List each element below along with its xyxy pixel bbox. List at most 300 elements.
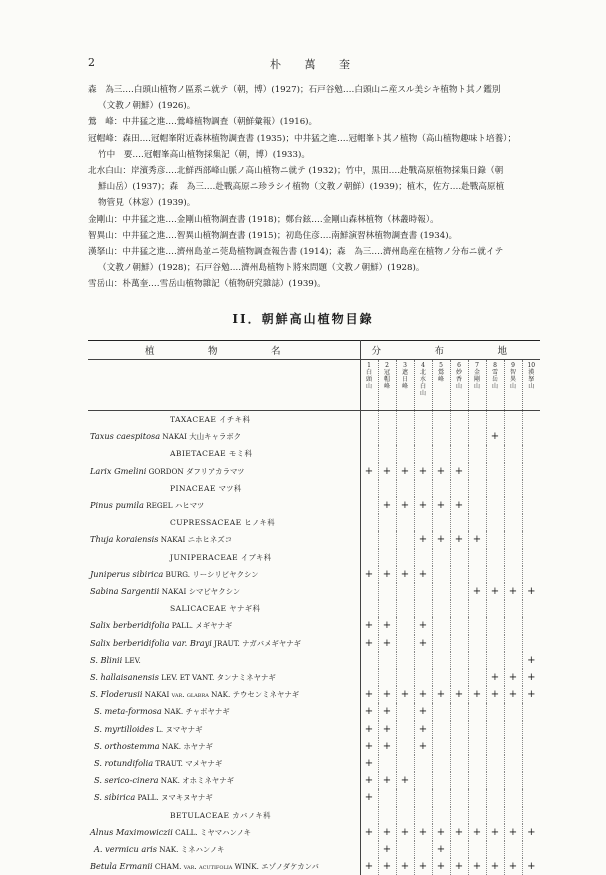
distribution-cell: + [396, 463, 414, 480]
distribution-cell [522, 445, 540, 462]
distribution-cell [432, 514, 450, 531]
distribution-cell: + [360, 463, 378, 480]
distribution-cell [450, 635, 468, 652]
distribution-cell: + [414, 635, 432, 652]
distribution-cell [450, 480, 468, 497]
distribution-cell [450, 549, 468, 566]
distribution-cell [414, 841, 432, 858]
distribution-cell: + [486, 583, 504, 600]
distribution-cell [522, 428, 540, 445]
distribution-cell [504, 566, 522, 583]
distribution-cell [396, 480, 414, 497]
distribution-cell: + [468, 583, 486, 600]
species-row [88, 824, 540, 841]
distribution-cell [486, 635, 504, 652]
distribution-cell [522, 411, 540, 429]
distribution-cell [396, 583, 414, 600]
distribution-cell [432, 721, 450, 738]
location-header: 10漢拏山 [522, 360, 540, 411]
flora-table [88, 340, 540, 875]
distribution-cell [522, 566, 540, 583]
distribution-cell [486, 789, 504, 806]
distribution-cell: + [522, 858, 540, 875]
location-header: 5鶯峰 [432, 360, 450, 411]
species-name: Sabina Sargentii NAKAI シマビヤクシン [88, 583, 360, 600]
distribution-cell: + [468, 858, 486, 875]
distribution-cell [522, 755, 540, 772]
species-row [88, 566, 540, 583]
distribution-cell [396, 445, 414, 462]
distribution-cell [504, 841, 522, 858]
species-name: Larix Gmelini GORDON ダフリアカラマツ [88, 463, 360, 480]
distribution-cell: + [396, 858, 414, 875]
distribution-cell [396, 669, 414, 686]
species-name: A. vermicu aris NAK. ミネハンノキ [88, 841, 360, 858]
distribution-cell [486, 772, 504, 789]
header-spacer [88, 360, 360, 411]
distribution-cell [504, 807, 522, 824]
distribution-cell: + [360, 858, 378, 875]
distribution-cell: + [378, 463, 396, 480]
family-row [88, 600, 540, 617]
distribution-cell [378, 531, 396, 548]
family-name: PINACEAE マツ科 [88, 480, 360, 497]
distribution-cell [486, 841, 504, 858]
distribution-cell: + [360, 824, 378, 841]
distribution-cell: + [360, 772, 378, 789]
distribution-cell [504, 531, 522, 548]
distribution-cell [450, 789, 468, 806]
distribution-cell [468, 445, 486, 462]
distribution-cell [378, 789, 396, 806]
distribution-cell [378, 445, 396, 462]
species-row [88, 703, 540, 720]
distribution-cell [450, 755, 468, 772]
species-row [88, 858, 540, 875]
distribution-cell [468, 789, 486, 806]
distribution-cell: + [432, 686, 450, 703]
distribution-cell: + [396, 686, 414, 703]
distribution-cell [522, 789, 540, 806]
plant-name-header: 植 物 名 [88, 341, 360, 360]
distribution-cell: + [378, 772, 396, 789]
distribution-cell [486, 807, 504, 824]
distribution-cell [432, 428, 450, 445]
family-row [88, 807, 540, 824]
distribution-cell [378, 428, 396, 445]
distribution-cell: + [486, 669, 504, 686]
running-title: 朴 萬 奎 [270, 58, 360, 71]
distribution-cell [450, 428, 468, 445]
distribution-cell [432, 566, 450, 583]
distribution-cell [468, 721, 486, 738]
species-row [88, 635, 540, 652]
distribution-cell: + [486, 824, 504, 841]
distribution-cell [450, 600, 468, 617]
distribution-cell: + [450, 686, 468, 703]
location-header: 6妙香山 [450, 360, 468, 411]
distribution-cell: + [414, 703, 432, 720]
distribution-cell [522, 721, 540, 738]
species-name: Alnus Maximowiczii CALL. ミヤマハンノキ [88, 824, 360, 841]
distribution-cell [522, 617, 540, 634]
distribution-cell [468, 772, 486, 789]
distribution-cell [414, 428, 432, 445]
distribution-cell [468, 480, 486, 497]
distribution-cell: + [486, 686, 504, 703]
distribution-cell [468, 549, 486, 566]
distribution-cell [414, 549, 432, 566]
distribution-cell [504, 738, 522, 755]
species-name: S. sibirica PALL. ヌマキヌヤナギ [88, 789, 360, 806]
distribution-cell: + [396, 824, 414, 841]
distribution-cell [414, 669, 432, 686]
distribution-cell [450, 566, 468, 583]
location-header: 3遮日峰 [396, 360, 414, 411]
species-row [88, 738, 540, 755]
distribution-cell [396, 721, 414, 738]
location-header: 7金剛山 [468, 360, 486, 411]
distribution-cell [414, 755, 432, 772]
distribution-cell [504, 463, 522, 480]
distribution-cell: + [414, 721, 432, 738]
species-name: S. rotundifolia TRAUT. マメヤナギ [88, 755, 360, 772]
distribution-cell [450, 514, 468, 531]
distribution-cell: + [522, 686, 540, 703]
distribution-cell: + [378, 858, 396, 875]
distribution-cell: + [432, 858, 450, 875]
distribution-cell [522, 549, 540, 566]
distribution-cell [396, 428, 414, 445]
distribution-cell [396, 755, 414, 772]
distribution-cell [450, 721, 468, 738]
distribution-cell: + [396, 772, 414, 789]
distribution-cell [522, 497, 540, 514]
distribution-cell [504, 549, 522, 566]
distribution-cell [378, 807, 396, 824]
distribution-cell [378, 755, 396, 772]
distribution-cell [360, 445, 378, 462]
page-number: 2 [88, 56, 95, 69]
distribution-cell [468, 463, 486, 480]
distribution-cell [360, 480, 378, 497]
location-header: 2冠帽峰 [378, 360, 396, 411]
species-row [88, 583, 540, 600]
distribution-cell [468, 600, 486, 617]
species-name: S. Floderusii NAKAI var. glabra NAK. テウセンミネヤナギ [88, 686, 360, 703]
distribution-cell [522, 531, 540, 548]
distribution-cell: + [360, 738, 378, 755]
distribution-cell: + [468, 824, 486, 841]
distribution-cell [360, 497, 378, 514]
distribution-cell: + [378, 617, 396, 634]
reference-line: 森 為三‥‥白頭山植物ノ區系ニ就テ（朝，博）(1927)；石戸谷勉‥‥白頭山ニ産スル美シキ植物ト其ノ鑑別 [88, 85, 501, 95]
distribution-cell: + [504, 686, 522, 703]
distribution-cell: + [360, 703, 378, 720]
distribution-cell: + [432, 497, 450, 514]
species-name: Betula Ermanii CHAM. var. acutifolia WINK. エゾノダケカンバ [88, 858, 360, 875]
page-header [0, 56, 606, 72]
distribution-cell: + [432, 531, 450, 548]
distribution-cell [360, 411, 378, 429]
distribution-cell [432, 411, 450, 429]
distribution-cell [360, 841, 378, 858]
distribution-cell [432, 480, 450, 497]
distribution-cell [414, 789, 432, 806]
distribution-cell [396, 531, 414, 548]
distribution-cell [396, 600, 414, 617]
distribution-cell [396, 841, 414, 858]
species-name: Salix berberidifolia var. Brayi JRAUT. ナガバメギヤナギ [88, 635, 360, 652]
distribution-cell [414, 514, 432, 531]
family-row [88, 480, 540, 497]
distribution-cell [504, 497, 522, 514]
distribution-cell: + [432, 841, 450, 858]
distribution-cell [396, 635, 414, 652]
distribution-cell [468, 755, 486, 772]
family-row [88, 514, 540, 531]
distribution-cell [414, 807, 432, 824]
distribution-cell [504, 772, 522, 789]
distribution-cell [432, 703, 450, 720]
family-name: BETULACEAE カバノキ科 [88, 807, 360, 824]
distribution-cell: + [504, 824, 522, 841]
distribution-cell [468, 738, 486, 755]
distribution-cell [504, 617, 522, 634]
species-name: Salix berberidifolia PALL. メギヤナギ [88, 617, 360, 634]
distribution-cell [522, 738, 540, 755]
distribution-header: 分 布 地 [360, 341, 540, 360]
species-row [88, 531, 540, 548]
distribution-cell: + [522, 652, 540, 669]
distribution-cell: + [414, 858, 432, 875]
distribution-cell [378, 411, 396, 429]
distribution-cell: + [360, 566, 378, 583]
distribution-cell [396, 789, 414, 806]
distribution-cell [414, 600, 432, 617]
location-header: 9智異山 [504, 360, 522, 411]
distribution-cell [450, 738, 468, 755]
distribution-cell [504, 721, 522, 738]
distribution-cell [360, 531, 378, 548]
distribution-cell: + [468, 686, 486, 703]
distribution-cell [432, 807, 450, 824]
distribution-cell [360, 583, 378, 600]
distribution-cell [432, 600, 450, 617]
species-row [88, 772, 540, 789]
distribution-cell [360, 549, 378, 566]
species-row [88, 755, 540, 772]
distribution-cell: + [360, 617, 378, 634]
distribution-cell: + [378, 738, 396, 755]
family-name: CUPRESSACEAE ヒノキ科 [88, 514, 360, 531]
reference-line: 漢拏山：中井猛之進‥‥濟州島並ニ莞島植物調查報告書 (1914)；森 為三‥‥濟州島産在植物ノ分布ニ就イテ [88, 247, 504, 258]
distribution-cell [378, 549, 396, 566]
distribution-cell [486, 566, 504, 583]
distribution-cell [450, 445, 468, 462]
reference-line: 北水白山：岸濱秀彦‥‥北鮮西部峰山脈ノ高山植物ニ就テ (1932)；竹中，黒田‥‥赴戰高原植物採集日錄（朝 [88, 166, 504, 177]
distribution-cell: + [504, 583, 522, 600]
species-row [88, 841, 540, 858]
distribution-cell [522, 480, 540, 497]
reference-line: （文教ノ朝鮮）(1926)。 [98, 101, 196, 112]
distribution-cell [468, 411, 486, 429]
distribution-cell [360, 428, 378, 445]
distribution-cell [486, 703, 504, 720]
species-row [88, 617, 540, 634]
distribution-cell: + [522, 583, 540, 600]
distribution-cell: + [360, 635, 378, 652]
distribution-cell [504, 428, 522, 445]
species-name: S. serico-cinera NAK. オホミネヤナギ [88, 772, 360, 789]
distribution-cell: + [432, 463, 450, 480]
distribution-cell [486, 549, 504, 566]
family-name: TAXACEAE イチキ科 [88, 411, 360, 429]
distribution-cell [522, 514, 540, 531]
distribution-cell [396, 738, 414, 755]
species-row [88, 789, 540, 806]
distribution-cell [432, 617, 450, 634]
distribution-cell [378, 514, 396, 531]
distribution-cell [486, 738, 504, 755]
distribution-cell: + [450, 531, 468, 548]
distribution-cell: + [378, 635, 396, 652]
distribution-cell: + [414, 686, 432, 703]
distribution-cell [450, 411, 468, 429]
distribution-cell [396, 807, 414, 824]
species-name: Juniperus sibirica BURG. リーシリビヤクシン [88, 566, 360, 583]
distribution-cell [450, 617, 468, 634]
distribution-cell [360, 669, 378, 686]
distribution-cell [432, 789, 450, 806]
distribution-cell: + [378, 824, 396, 841]
distribution-cell [486, 531, 504, 548]
distribution-cell [414, 583, 432, 600]
distribution-cell: + [504, 858, 522, 875]
family-name: SALICACEAE ヤナギ科 [88, 600, 360, 617]
reference-list [88, 82, 528, 293]
distribution-cell [378, 652, 396, 669]
distribution-cell [414, 772, 432, 789]
distribution-cell [396, 549, 414, 566]
distribution-cell [504, 445, 522, 462]
distribution-cell [486, 411, 504, 429]
distribution-cell [468, 635, 486, 652]
distribution-cell [450, 807, 468, 824]
distribution-cell [504, 789, 522, 806]
distribution-cell [468, 807, 486, 824]
location-header: 4北水白山 [414, 360, 432, 411]
distribution-cell: + [486, 858, 504, 875]
distribution-cell [378, 600, 396, 617]
distribution-cell [360, 807, 378, 824]
reference-line: 金剛山：中井猛之進‥‥金剛山植物調査書 (1918)；鄭台鉉‥‥金剛山森林植物（林叢時報）。 [88, 214, 439, 225]
distribution-cell [486, 755, 504, 772]
distribution-cell [486, 480, 504, 497]
species-name: S. hallaisanensis LEV. ET VANT. タンナミネヤナギ [88, 669, 360, 686]
distribution-cell: + [378, 566, 396, 583]
distribution-cell [504, 652, 522, 669]
distribution-cell [450, 652, 468, 669]
distribution-cell: + [378, 841, 396, 858]
distribution-cell [486, 617, 504, 634]
distribution-cell [450, 841, 468, 858]
species-name: S. Blinii LEV. [88, 652, 360, 669]
distribution-cell [522, 841, 540, 858]
distribution-cell [432, 652, 450, 669]
distribution-cell [468, 617, 486, 634]
distribution-cell [486, 600, 504, 617]
distribution-cell [504, 514, 522, 531]
species-name: S. meta-formosa NAK. チャボヤナギ [88, 703, 360, 720]
distribution-cell [432, 635, 450, 652]
distribution-cell: + [468, 531, 486, 548]
species-name: S. myrtilloides L. ヌマヤナギ [88, 721, 360, 738]
distribution-cell [468, 428, 486, 445]
distribution-cell [486, 445, 504, 462]
family-row [88, 549, 540, 566]
distribution-cell: + [414, 824, 432, 841]
distribution-cell [432, 669, 450, 686]
distribution-cell [468, 497, 486, 514]
distribution-cell: + [360, 686, 378, 703]
distribution-cell: + [414, 497, 432, 514]
location-header: 1白頭山 [360, 360, 378, 411]
distribution-cell [396, 514, 414, 531]
distribution-cell [486, 514, 504, 531]
distribution-cell: + [450, 858, 468, 875]
family-name: ABIETACEAE モミ科 [88, 445, 360, 462]
distribution-cell [486, 463, 504, 480]
reference-line: 鶯 峰：中井猛之進‥‥鶯峰植物調査（朝鮮彙報）(1916)。 [88, 117, 318, 128]
distribution-cell [468, 514, 486, 531]
distribution-cell [522, 600, 540, 617]
distribution-cell: + [450, 497, 468, 514]
family-name: JUNIPERACEAE イブキ科 [88, 549, 360, 566]
distribution-cell [468, 703, 486, 720]
distribution-cell [486, 652, 504, 669]
distribution-cell [360, 514, 378, 531]
distribution-cell [468, 841, 486, 858]
distribution-cell [432, 549, 450, 566]
distribution-cell [504, 703, 522, 720]
distribution-cell [378, 480, 396, 497]
reference-line: （文教ノ朝鮮）(1928)；石戸谷勉‥‥濟州島植物ト將來問題（文教ノ朝鮮）(1928)。 [98, 263, 425, 274]
species-row [88, 652, 540, 669]
distribution-cell [432, 755, 450, 772]
distribution-cell [378, 669, 396, 686]
distribution-cell: + [414, 617, 432, 634]
distribution-cell [396, 411, 414, 429]
distribution-cell: + [378, 703, 396, 720]
distribution-cell: + [504, 669, 522, 686]
reference-line: 物管見（林窓）(1939)。 [98, 198, 196, 209]
reference-line: 雪岳山：朴萬奎‥‥雪岳山植物雜記（植物研究雜誌）(1939)。 [88, 279, 326, 290]
species-row [88, 428, 540, 445]
distribution-cell [450, 703, 468, 720]
distribution-cell: + [450, 463, 468, 480]
distribution-cell [414, 480, 432, 497]
distribution-cell [504, 480, 522, 497]
distribution-cell: + [396, 566, 414, 583]
species-row [88, 686, 540, 703]
distribution-cell [504, 411, 522, 429]
reference-line: 智異山：中井猛之進‥‥智異山植物調査書 (1915)；初島住彦‥‥南鮮演習林植物調査書 (1934)。 [88, 230, 458, 241]
family-row [88, 445, 540, 462]
distribution-cell: + [522, 669, 540, 686]
distribution-cell [450, 669, 468, 686]
species-row [88, 721, 540, 738]
